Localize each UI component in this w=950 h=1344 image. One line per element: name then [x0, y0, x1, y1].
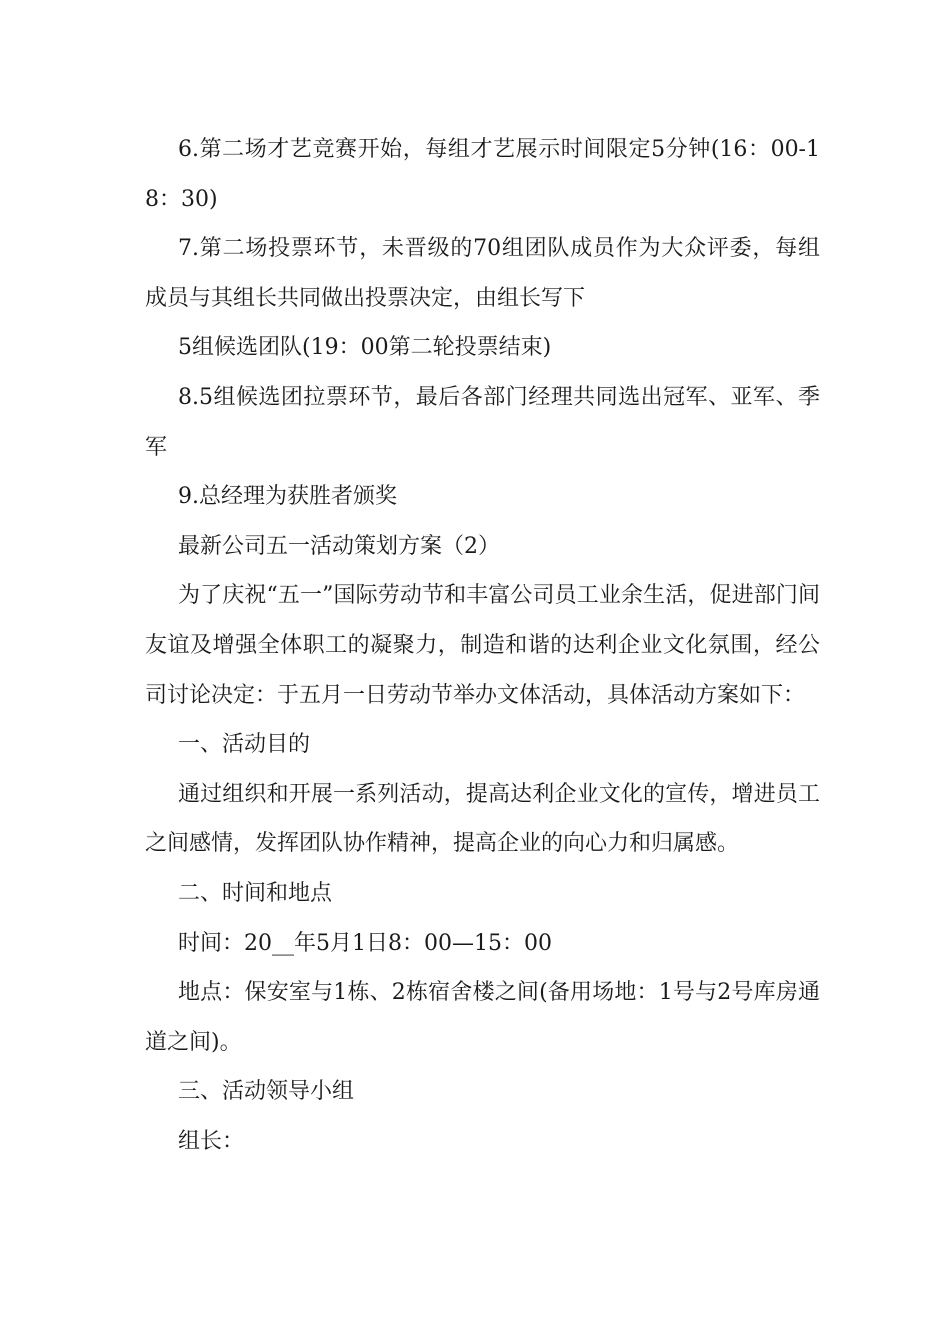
- leader-line: 组长：: [178, 1128, 245, 1154]
- list-item-8: 8.5组候选团拉票环节，最后各部门经理共同选出冠军、亚军、季军: [145, 384, 820, 460]
- heading-purpose: 一、活动目的: [178, 732, 311, 758]
- heading-time-location: 二、时间和地点: [178, 880, 333, 906]
- list-item-7-continuation: 5组候选团队(19：00第二轮投票结束): [178, 335, 552, 361]
- list-item-9: 9.总经理为获胜者颁奖: [178, 484, 397, 510]
- list-item-7: 7.第二场投票环节，未晋级的70组团队成员作为大众评委，每组成员与其组长共同做出投票决定，由组长写下: [145, 236, 820, 311]
- heading-leadership: 三、活动领导小组: [178, 1079, 355, 1105]
- section-title: 最新公司五一活动策划方案（2）: [178, 533, 500, 559]
- document-body: [145, 125, 820, 1166]
- time-line: 时间：20__年5月1日8：00—15：00: [178, 930, 552, 956]
- intro-paragraph: 为了庆祝“五一”国际劳动节和丰富公司员工业余生活，促进部门间友谊及增强全体职工的凝聚力，制造和谐的达利企业文化氛围，经公司讨论决定：于五月一日劳动节举办文体活动，具体活动方案如下：: [145, 583, 820, 708]
- location-paragraph: 地点：保安室与1栋、2栋宿舍楼之间(备用场地：1号与2号库房通道之间)。: [145, 980, 820, 1055]
- list-item-6: 6.第二场才艺竞赛开始，每组才艺展示时间限定5分钟(16：00-18：30): [145, 137, 820, 212]
- purpose-paragraph: 通过组织和开展一系列活动，提高达利企业文化的宣传，增进员工之间感情，发挥团队协作精神，提高企业的向心力和归属感。: [145, 781, 820, 857]
